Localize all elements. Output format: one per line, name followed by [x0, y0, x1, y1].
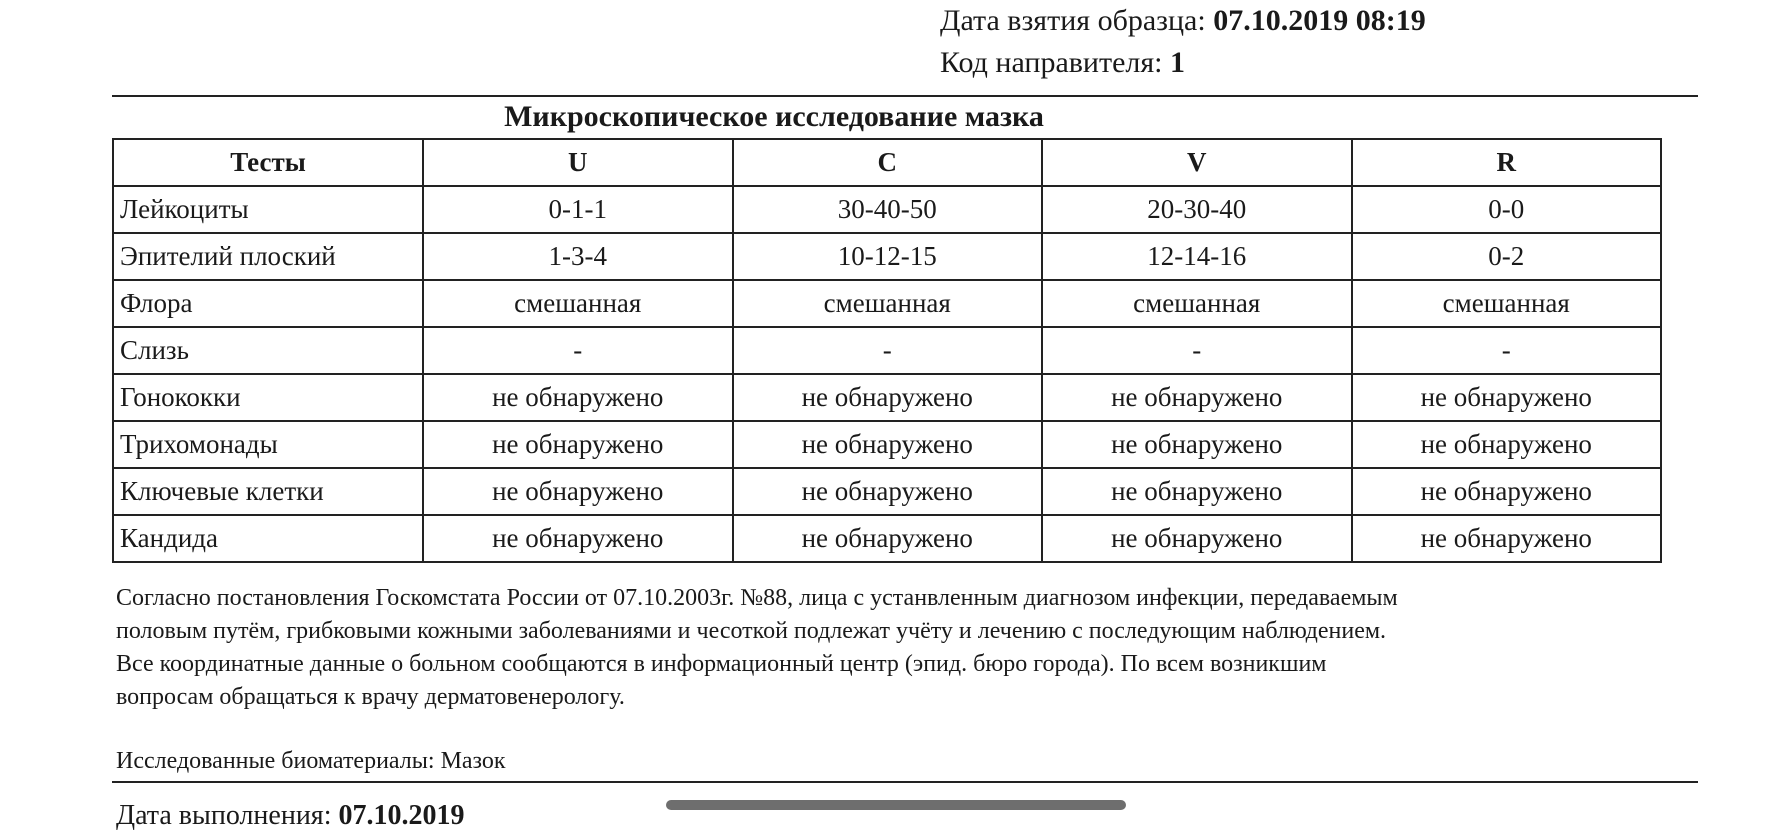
- note-line: вопросам обращаться к врачу дерматовенерологу.: [116, 684, 625, 710]
- column-header: R: [1352, 139, 1662, 186]
- test-name: Слизь: [113, 327, 423, 374]
- test-value: не обнаружено: [423, 421, 733, 468]
- referrer-code-value: 1: [1170, 46, 1186, 79]
- test-value: 0-1-1: [423, 186, 733, 233]
- sample-date-label: Дата взятия образца:: [940, 4, 1206, 37]
- test-value: смешанная: [1352, 280, 1662, 327]
- test-value: не обнаружено: [1042, 374, 1352, 421]
- test-value: не обнаружено: [1042, 421, 1352, 468]
- test-value: не обнаружено: [733, 515, 1043, 562]
- completion-date-line: [116, 800, 464, 832]
- top-divider: [112, 95, 1698, 97]
- test-value: 10-12-15: [733, 233, 1043, 280]
- test-name: Кандида: [113, 515, 423, 562]
- table-row: [113, 327, 1661, 374]
- sample-date-line: [940, 4, 1426, 38]
- test-value: не обнаружено: [1042, 515, 1352, 562]
- table-row: [113, 280, 1661, 327]
- test-value: не обнаружено: [1352, 421, 1662, 468]
- test-name: Гонококки: [113, 374, 423, 421]
- test-value: -: [1352, 327, 1662, 374]
- note-line: Все координатные данные о больном сообщаются в информационный центр (эпид. бюро города). По всем возникшим: [116, 651, 1327, 677]
- referrer-code-line: [940, 46, 1185, 80]
- table-row: [113, 421, 1661, 468]
- test-name: Ключевые клетки: [113, 468, 423, 515]
- sample-date-value: 07.10.2019 08:19: [1213, 4, 1426, 37]
- column-header: Тесты: [113, 139, 423, 186]
- test-name: Лейкоциты: [113, 186, 423, 233]
- test-value: не обнаружено: [423, 374, 733, 421]
- table-header-row: [113, 139, 1661, 186]
- test-value: 20-30-40: [1042, 186, 1352, 233]
- test-value: смешанная: [423, 280, 733, 327]
- test-value: -: [1042, 327, 1352, 374]
- section-title: Микроскопическое исследование мазка: [504, 100, 1044, 133]
- note-line: Согласно постановления Госкомстата России от 07.10.2003г. №88, лица с устанвленным диагнозом инфекции, передаваемым: [116, 585, 1398, 611]
- table-row: [113, 233, 1661, 280]
- test-value: смешанная: [733, 280, 1043, 327]
- test-value: не обнаружено: [423, 515, 733, 562]
- table-row: [113, 374, 1661, 421]
- column-header: V: [1042, 139, 1352, 186]
- test-name: Флора: [113, 280, 423, 327]
- test-value: -: [733, 327, 1043, 374]
- test-value: не обнаружено: [1352, 374, 1662, 421]
- test-value: не обнаружено: [733, 374, 1043, 421]
- scroll-handle[interactable]: [666, 800, 1126, 810]
- table-row: [113, 515, 1661, 562]
- table-row: [113, 468, 1661, 515]
- legal-note: [116, 582, 1696, 714]
- test-value: 0-0: [1352, 186, 1662, 233]
- test-value: 12-14-16: [1042, 233, 1352, 280]
- biomaterial-label: Исследованные биоматериалы:: [116, 748, 435, 774]
- table-row: [113, 186, 1661, 233]
- completion-date-label: Дата выполнения:: [116, 800, 332, 831]
- column-header: U: [423, 139, 733, 186]
- test-value: 30-40-50: [733, 186, 1043, 233]
- biomaterial-line: [116, 748, 506, 775]
- test-value: 1-3-4: [423, 233, 733, 280]
- note-line: половым путём, грибковыми кожными заболеваниями и чесоткой подлежат учёту и лечению с последующим наблюдением.: [116, 618, 1387, 644]
- test-value: 0-2: [1352, 233, 1662, 280]
- test-value: не обнаружено: [733, 468, 1043, 515]
- referrer-code-label: Код направителя:: [940, 46, 1163, 79]
- test-value: не обнаружено: [1352, 468, 1662, 515]
- results-table: [112, 138, 1662, 563]
- test-value: -: [423, 327, 733, 374]
- bottom-divider: [112, 781, 1698, 783]
- test-value: не обнаружено: [423, 468, 733, 515]
- biomaterial-value: Мазок: [440, 748, 506, 774]
- test-name: Трихомонады: [113, 421, 423, 468]
- test-value: не обнаружено: [1352, 515, 1662, 562]
- test-value: не обнаружено: [733, 421, 1043, 468]
- test-value: не обнаружено: [1042, 468, 1352, 515]
- column-header: C: [733, 139, 1043, 186]
- test-value: смешанная: [1042, 280, 1352, 327]
- completion-date-value: 07.10.2019: [338, 800, 465, 831]
- test-name: Эпителий плоский: [113, 233, 423, 280]
